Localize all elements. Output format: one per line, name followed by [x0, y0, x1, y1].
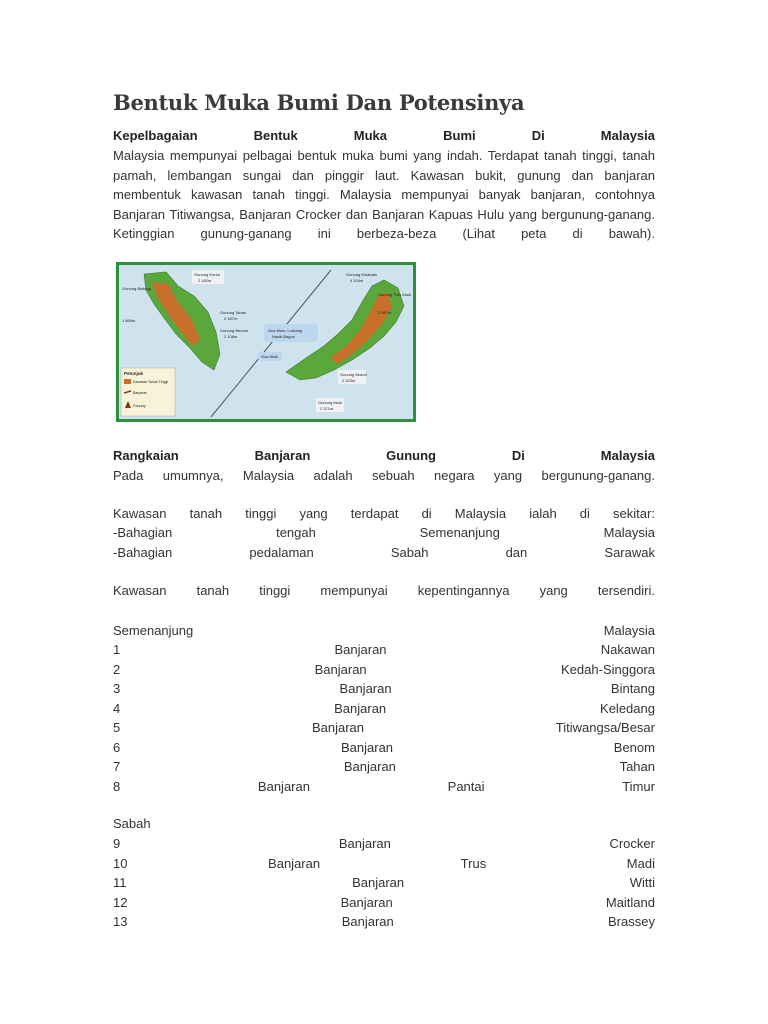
- map-label-mulu-cave-2: Nasib Bagus: [272, 334, 295, 339]
- intro-line: Banjaran Titiwangsa, Banjaran Crocker dan Banjaran Kapuas Hulu yang bergunung-ganang.: [113, 206, 655, 222]
- map-label-bintang-height: 1 860m: [122, 318, 136, 323]
- legend-label-range: Banjaran: [133, 391, 148, 395]
- row-word: Crocker: [609, 836, 655, 851]
- word: sebuah: [371, 468, 415, 483]
- word: Di: [531, 128, 545, 143]
- row-word: Bintang: [610, 681, 655, 696]
- word: yang: [493, 468, 523, 483]
- sabah-heading: Sabah: [113, 816, 151, 831]
- list-row: [113, 699, 655, 719]
- map-label-mulu-cave: Gua Mulu / Lubang: [268, 328, 303, 333]
- word: tanah: [196, 583, 230, 598]
- row-number: 10: [113, 855, 128, 871]
- word: bawah).: [608, 226, 655, 241]
- row-word: Banjaran: [339, 681, 392, 696]
- word: bergunung-ganang.: [541, 468, 655, 483]
- word: Gunung: [386, 448, 436, 463]
- word: tinggi: [259, 583, 291, 598]
- word: Di: [511, 448, 525, 463]
- row-word: Brassey: [608, 914, 655, 929]
- word: yang: [539, 583, 568, 598]
- row-number: 11: [113, 875, 127, 890]
- row-word: Banjaran: [338, 836, 391, 851]
- map-label-tahan: Gunung Tahan: [220, 310, 247, 315]
- list-row: [113, 854, 655, 874]
- map-label-bintang: Gunung Bintang: [122, 286, 151, 291]
- row-word: Madi: [626, 855, 655, 871]
- map-label-benom-height: 2 108m: [224, 334, 238, 339]
- word: yang: [299, 506, 328, 521]
- row-word: Banjaran: [340, 894, 393, 910]
- semenanjung-list: [113, 640, 655, 796]
- word: Malaysia: [454, 506, 507, 521]
- row-word: Banjaran: [340, 739, 394, 755]
- word: Kawasan: [113, 583, 167, 598]
- row-word: Banjaran: [334, 700, 387, 716]
- row-word: Titiwangsa/Besar: [555, 720, 655, 735]
- label-bubble: [264, 324, 318, 342]
- row-word: Keledang: [600, 700, 655, 716]
- rangkaian-line-1: [113, 466, 655, 486]
- map-label-trusmadi: Gunung Trus Madi: [378, 292, 411, 297]
- rangkaian-line-3: [113, 523, 655, 543]
- map-label-benom: Gunung Benom: [220, 328, 249, 333]
- word: gunung-ganang: [200, 226, 292, 241]
- row-word: Benom: [613, 739, 655, 755]
- row-word: Banjaran: [334, 642, 387, 657]
- word: sekitar:: [613, 506, 655, 521]
- map-label-murud-height: 2 423m: [342, 378, 356, 383]
- word: Semenanjung: [113, 623, 194, 638]
- word: Sarawak: [604, 545, 655, 560]
- row-word: Nakawan: [600, 642, 655, 657]
- row-word: Banjaran: [343, 759, 396, 774]
- semenanjung-heading: [113, 621, 655, 641]
- word: Bumi: [443, 128, 476, 143]
- word: Banjaran: [254, 448, 311, 463]
- word: Ketinggian: [113, 226, 175, 241]
- map-label-murud: Gunung Murud: [340, 372, 367, 377]
- word: Muka: [353, 128, 388, 143]
- row-number: 9: [113, 836, 121, 851]
- row-number: 3: [113, 681, 121, 696]
- word: kepentingannya: [417, 583, 510, 598]
- map-label-mulu-height: 2 371m: [320, 406, 334, 411]
- intro-last-line: [113, 224, 655, 244]
- rangkaian-line-5: [113, 581, 655, 601]
- legend-label-mountain: Gunung: [133, 404, 146, 408]
- list-row: [113, 738, 655, 758]
- map-label-kinabalu-height: 4 104m: [350, 278, 364, 283]
- list-row: [113, 834, 655, 854]
- word: mempunyai: [320, 583, 388, 598]
- row-number: 2: [113, 661, 121, 677]
- list-row: [113, 660, 655, 680]
- intro-paragraph: [113, 146, 655, 224]
- map-label-kinabalu: Gunung Kinabalu: [346, 272, 377, 277]
- malaysia-map-image: [116, 262, 416, 422]
- word: di: [579, 506, 590, 521]
- row-number: 13: [113, 914, 128, 929]
- map-label-niah: Gua Niah: [261, 354, 278, 359]
- word: Malaysia: [242, 468, 295, 483]
- intro-line: Malaysia mempunyai pelbagai bentuk muka bumi yang indah. Terdapat tanah tinggi, tanah: [113, 148, 655, 163]
- row-word: Banjaran: [352, 875, 405, 890]
- word: tengah: [276, 525, 316, 540]
- row-word: Trus: [460, 855, 487, 871]
- row-number: 7: [113, 759, 121, 774]
- list-row: [113, 718, 655, 738]
- word: umumnya,: [162, 468, 224, 483]
- row-word: Banjaran: [311, 720, 365, 735]
- word: Kepelbagaian: [113, 128, 198, 143]
- list-row: [113, 679, 655, 699]
- list-row: [113, 757, 655, 777]
- row-number: 8: [113, 778, 121, 794]
- rangkaian-line-2: [113, 504, 655, 524]
- legend-swatch-highland: [124, 379, 131, 384]
- row-number: 5: [113, 720, 121, 735]
- word: Bentuk: [253, 128, 298, 143]
- word: Rangkaian: [113, 448, 179, 463]
- word: ini: [317, 226, 331, 241]
- intro-line: pamah, lembangan sungai dan pinggir laut. Kawasan bukit, gunung dan banjaran: [113, 167, 655, 183]
- list-row: [113, 873, 655, 893]
- row-word: Tahan: [619, 759, 655, 774]
- word: Malaysia: [600, 448, 655, 463]
- word: Kawasan: [113, 506, 167, 521]
- row-word: Banjaran: [314, 661, 367, 677]
- map-label-korbu: Gunung Korbu: [194, 272, 221, 277]
- list-row: [113, 640, 655, 660]
- word: di: [572, 226, 583, 241]
- word: Semenanjung: [419, 525, 500, 540]
- list-row: [113, 912, 655, 932]
- word: -Bahagian: [113, 525, 173, 540]
- word: peta: [521, 226, 547, 241]
- sabah-list: [113, 834, 655, 932]
- legend-title: Petunjuk: [124, 371, 144, 376]
- row-word: Maitland: [605, 894, 655, 910]
- rangkaian-line-4: [113, 543, 655, 563]
- word: -Bahagian: [113, 545, 173, 560]
- word: Malaysia: [603, 525, 655, 540]
- word: tinggi: [245, 506, 277, 521]
- row-number: 4: [113, 700, 121, 716]
- word: Sabah: [390, 545, 429, 560]
- list-row: [113, 777, 655, 797]
- word: terdapat: [350, 506, 399, 521]
- row-word: Kedah-Singgora: [561, 661, 655, 677]
- row-number: 12: [113, 894, 128, 910]
- page-title: Bentuk Muka Bumi Dan Potensinya: [113, 90, 525, 115]
- map-label-trusmadi-height: 2 597m: [378, 310, 392, 315]
- word: di: [421, 506, 432, 521]
- section-heading-rangkaian: [113, 446, 655, 466]
- row-number: 6: [113, 739, 121, 755]
- word: Pada: [113, 468, 144, 483]
- word: Malaysia: [603, 623, 655, 638]
- word: negara: [434, 468, 475, 483]
- row-word: Timur: [622, 778, 655, 794]
- row-word: Banjaran: [257, 778, 310, 794]
- row-number: 1: [113, 642, 121, 657]
- row-word: Witti: [629, 875, 655, 890]
- section-heading-kepelbagaian: [113, 126, 655, 146]
- word: (Lihat: [462, 226, 495, 241]
- intro-line: membentuk kawasan tanah tinggi. Malaysia mempunyai banyak banjaran, contohnya: [113, 187, 655, 202]
- word: dan: [505, 545, 528, 560]
- row-word: Pantai: [447, 778, 485, 794]
- map-label-tahan-height: 2 187m: [224, 316, 238, 321]
- legend-label-highland: Kawasan Tanah Tinggi: [133, 380, 169, 384]
- word: ialah: [529, 506, 557, 521]
- word: tersendiri.: [597, 583, 655, 598]
- row-word: Banjaran: [268, 855, 321, 871]
- word: tanah: [189, 506, 223, 521]
- list-row: [113, 893, 655, 913]
- word: pedalaman: [249, 545, 314, 560]
- row-word: Banjaran: [341, 914, 394, 929]
- map-label-korbu-height: 2 182m: [198, 278, 212, 283]
- word: Malaysia: [600, 128, 655, 143]
- map-label-mulu: Gunung Mulu: [318, 400, 343, 405]
- word: berbeza-beza: [356, 226, 437, 241]
- word: adalah: [313, 468, 353, 483]
